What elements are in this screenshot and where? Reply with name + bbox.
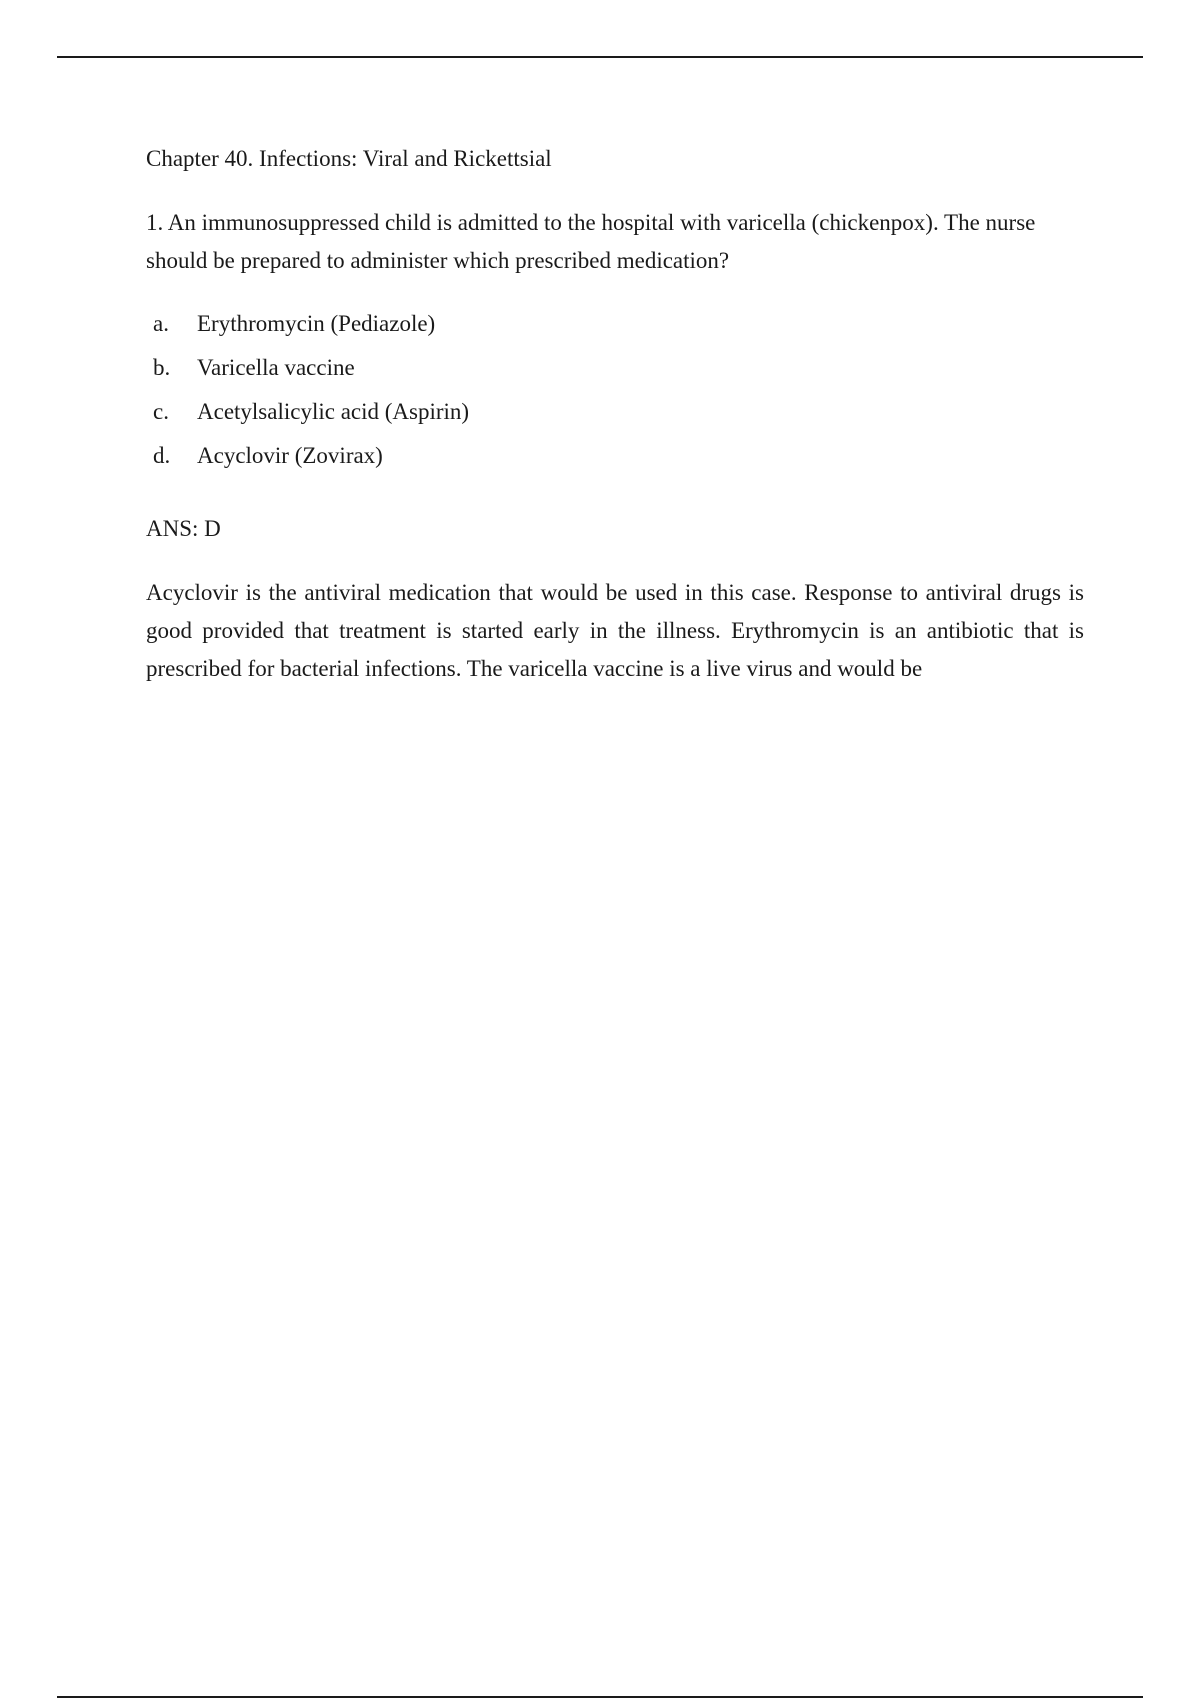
option-d <box>146 434 1084 478</box>
option-text: Acetylsalicylic acid (Aspirin) <box>197 399 470 424</box>
option-text: Erythromycin (Pediazole) <box>197 311 436 336</box>
option-a <box>146 302 1084 346</box>
question-text: 1. An immunosuppressed child is admitted to the hospital with varicella (chickenpox). The nurse should be prepared to administer which prescribed medication? <box>146 210 1036 273</box>
rationale-text: Acyclovir is the antiviral medication that would be used in this case. Response to antiviral drugs is good provided that treatment is started early in the illness. Erythromycin is an antibiotic that is prescribed for bacterial infections. The varicella vaccine is a live virus and would be <box>146 580 1084 681</box>
option-c <box>146 390 1084 434</box>
option-letter: b. <box>153 355 171 380</box>
top-rule <box>57 56 1143 58</box>
answer-options <box>146 302 1084 478</box>
chapter-title: Chapter 40. Infections: Viral and Rickettsial <box>146 146 552 171</box>
option-letter: a. <box>153 311 169 336</box>
option-b <box>146 346 1084 390</box>
option-text: Varicella vaccine <box>197 355 355 380</box>
option-letter: d. <box>153 443 171 468</box>
answer-key: ANS: D <box>146 516 221 541</box>
option-text: Acyclovir (Zovirax) <box>197 443 383 468</box>
bottom-rule <box>57 1696 1143 1698</box>
option-letter: c. <box>153 399 169 424</box>
page-content <box>146 140 1084 688</box>
